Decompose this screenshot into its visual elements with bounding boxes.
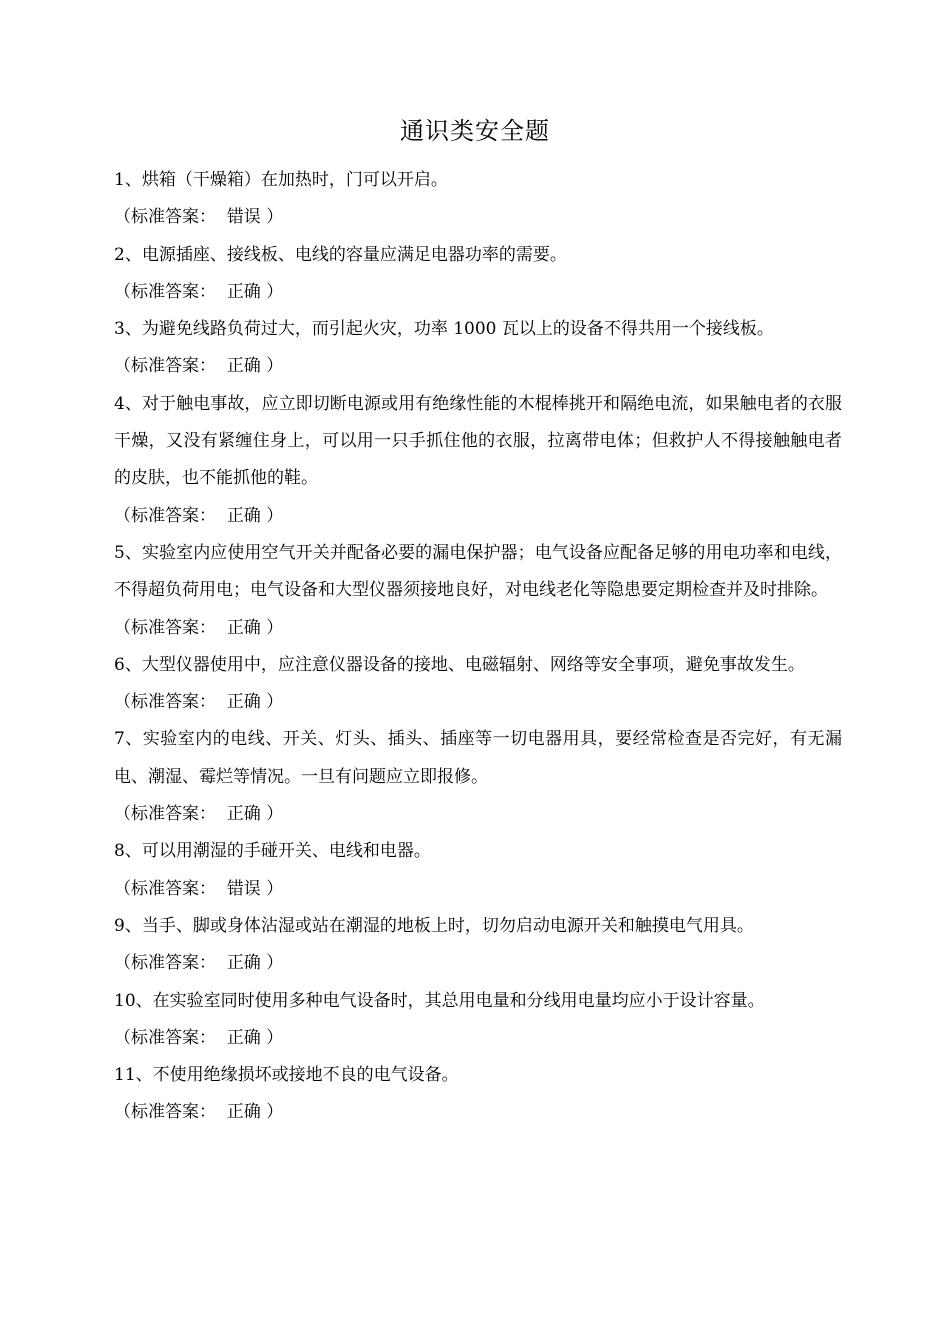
question-text: 7、实验室内的电线、开关、灯头、插头、插座等一切电器用具，要经常检查是否完好，有无漏电、潮湿、霉烂等情况。一旦有问题应立即报修。 (114, 729, 842, 787)
question-list (114, 162, 842, 1132)
answer-value: 正确 (226, 281, 261, 302)
answer-value: 正确 (226, 356, 261, 377)
answer-prefix: （标准答案： (114, 281, 216, 302)
answer-value: 正确 (226, 617, 261, 638)
qa-item (114, 983, 842, 1058)
answer-suffix: ） (266, 953, 284, 974)
answer-suffix: ） (266, 505, 284, 526)
qa-item (114, 535, 842, 647)
answer-value: 错误 (226, 878, 261, 899)
question-text: 6、大型仪器使用中，应注意仪器设备的接地、电磁辐射、网络等安全事项，避免事故发生。 (114, 654, 805, 675)
standard-answer (114, 945, 842, 982)
answer-value: 正确 (226, 953, 261, 974)
qa-item (114, 311, 842, 386)
standard-answer (114, 684, 842, 721)
answer-prefix: （标准答案： (114, 505, 216, 526)
qa-item (114, 162, 842, 237)
standard-answer (114, 498, 842, 535)
answer-prefix: （标准答案： (114, 1102, 216, 1123)
answer-suffix: ） (266, 804, 284, 825)
answer-value: 正确 (226, 804, 261, 825)
answer-value: 正确 (226, 1027, 261, 1048)
answer-suffix: ） (266, 1102, 284, 1123)
qa-item (114, 386, 842, 535)
question-text: 2、电源插座、接线板、电线的容量应满足电器功率的需要。 (114, 244, 567, 265)
answer-prefix: （标准答案： (114, 207, 216, 228)
answer-prefix: （标准答案： (114, 878, 216, 899)
qa-item (114, 833, 842, 908)
answer-prefix: （标准答案： (114, 804, 216, 825)
question-text: 4、对于触电事故，应立即切断电源或用有绝缘性能的木棍棒挑开和隔绝电流，如果触电者的衣服干燥，又没有紧缠住身上，可以用一只手抓住他的衣服，拉离带电体；但救护人不得接触触电者的皮肤，也不能抓他的鞋。 (114, 393, 842, 489)
qa-item (114, 908, 842, 983)
answer-suffix: ） (266, 1027, 284, 1048)
answer-prefix: （标准答案： (114, 617, 216, 638)
question-text: 10、在实验室同时使用多种电气设备时，其总用电量和分线用电量均应小于设计容量。 (114, 990, 765, 1011)
answer-prefix: （标准答案： (114, 356, 216, 377)
answer-suffix: ） (266, 878, 284, 899)
standard-answer (114, 199, 842, 236)
answer-suffix: ） (266, 617, 284, 638)
qa-item (114, 721, 842, 833)
answer-prefix: （标准答案： (114, 1027, 216, 1048)
answer-prefix: （标准答案： (114, 953, 216, 974)
standard-answer (114, 274, 842, 311)
question-text: 1、烘箱（干燥箱）在加热时，门可以开启。 (114, 170, 448, 190)
question-text: 3、为避免线路负荷过大，而引起火灾，功率 1000 瓦以上的设备不得共用一个接线板。 (114, 319, 774, 340)
answer-value: 错误 (226, 207, 261, 228)
page-title: 通识类安全题 (400, 117, 550, 145)
standard-answer (114, 871, 842, 908)
qa-item (114, 1057, 842, 1132)
qa-item (114, 237, 842, 312)
answer-value: 正确 (226, 1102, 261, 1123)
standard-answer (114, 1094, 842, 1131)
question-text: 5、实验室内应使用空气开关并配备必要的漏电保护器；电气设备应配备足够的用电功率和电线，不得超负荷用电；电气设备和大型仪器须接地良好，对电线老化等隐患要定期检查并及时排除。 (114, 542, 842, 601)
answer-value: 正确 (226, 505, 261, 526)
question-text: 11、不使用绝缘损坏或接地不良的电气设备。 (114, 1065, 459, 1086)
answer-suffix: ） (266, 207, 284, 228)
answer-prefix: （标准答案： (114, 692, 216, 713)
standard-answer (114, 348, 842, 385)
standard-answer (114, 610, 842, 647)
standard-answer (114, 796, 842, 833)
answer-suffix: ） (266, 692, 284, 713)
question-text: 8、可以用潮湿的手碰开关、电线和电器。 (114, 841, 431, 862)
question-text: 9、当手、脚或身体沾湿或站在潮湿的地板上时，切勿启动电源开关和触摸电气用具。 (114, 915, 754, 936)
standard-answer (114, 1020, 842, 1057)
qa-item (114, 647, 842, 722)
answer-value: 正确 (226, 692, 261, 713)
answer-suffix: ） (266, 356, 284, 377)
answer-suffix: ） (266, 281, 284, 302)
